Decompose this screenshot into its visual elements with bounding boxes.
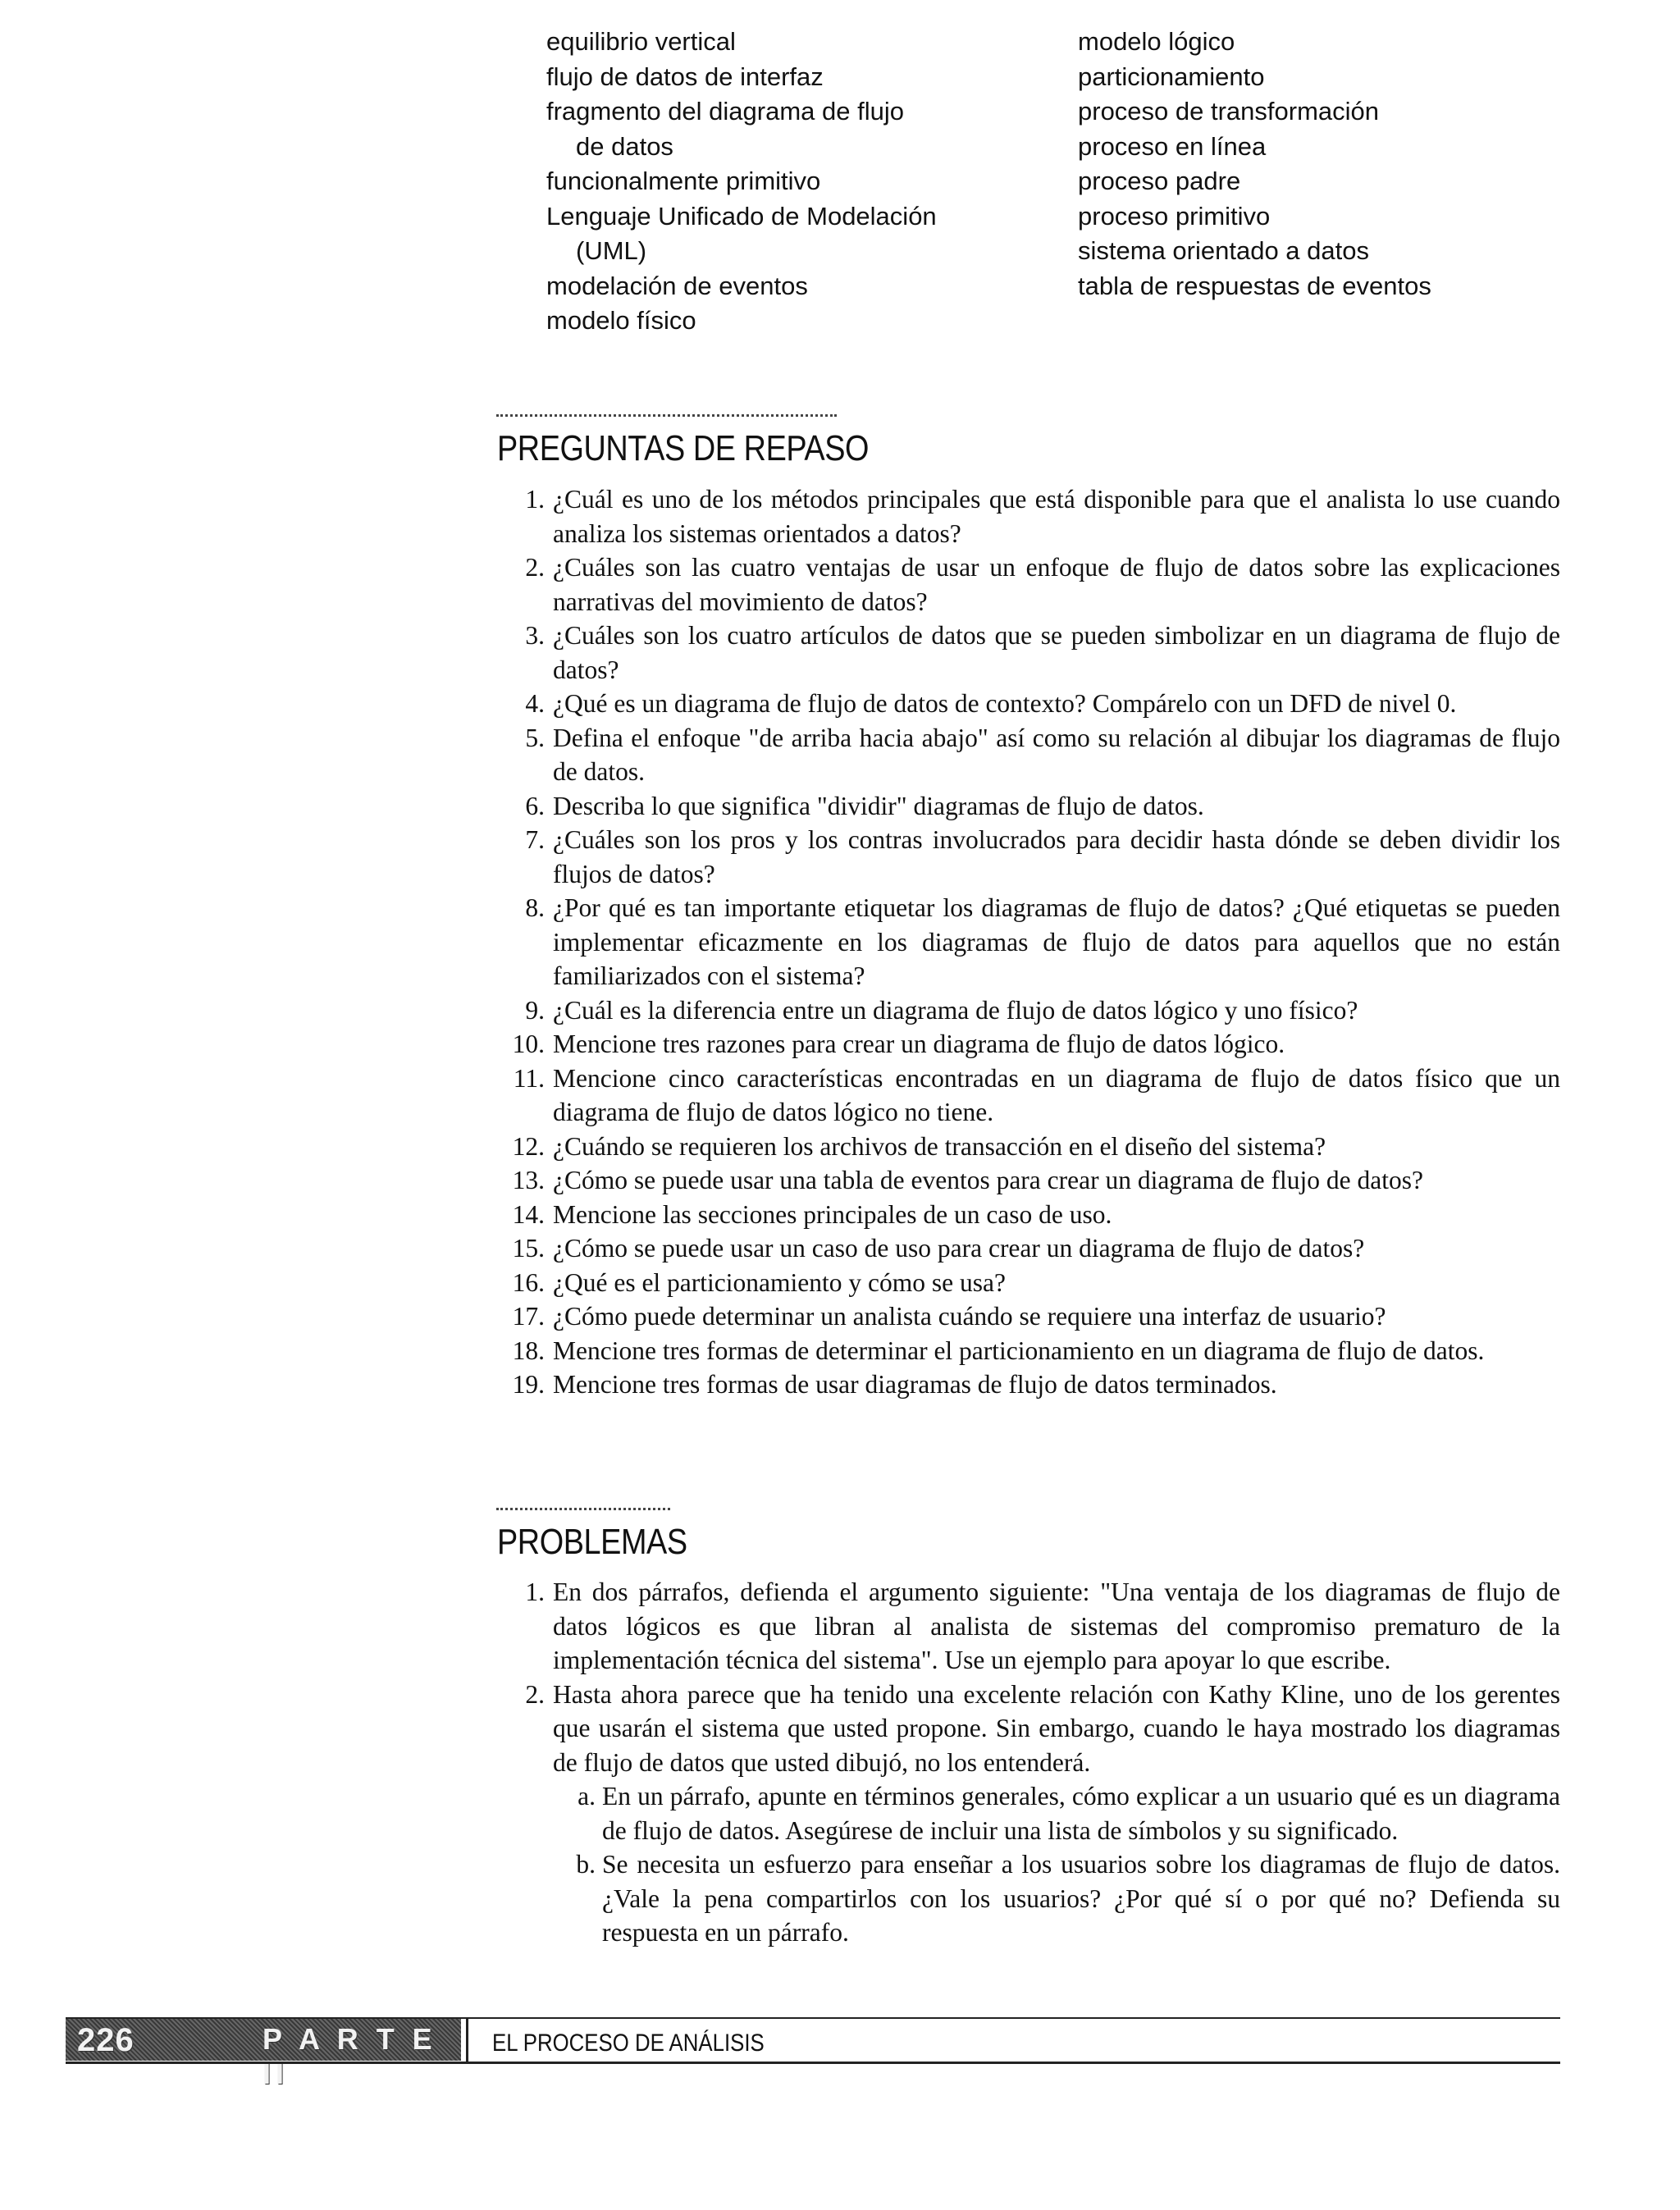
- key-term: funcionalmente primitivo: [546, 167, 821, 195]
- item-text: En un párrafo, apunte en términos generales, cómo explicar a un usuario qué es un diagrama de flujo de datos. Asegúrese de incluir una lista de símbolos y su significado.: [602, 1782, 1560, 1845]
- part-label: P A R T E II: [262, 2022, 437, 2090]
- item-number: 15.: [512, 1234, 545, 1263]
- item-text: ¿Cómo puede determinar un analista cuándo se requiere una interfaz de usuario?: [553, 1302, 1386, 1331]
- item-text: Mencione las secciones principales de un caso de uso.: [553, 1199, 1112, 1229]
- item-number: 11.: [513, 1063, 545, 1093]
- page-number: 226: [77, 2022, 135, 2058]
- key-term: fragmento del diagrama de flujo: [546, 97, 904, 126]
- key-term: tabla de respuestas de eventos: [1078, 271, 1431, 300]
- item-text: ¿Qué es un diagrama de flujo de datos de contexto? Compárelo con un DFD de nivel 0.: [553, 689, 1457, 718]
- section-divider: [496, 1508, 670, 1510]
- list-item: [502, 619, 1560, 687]
- item-text: ¿Cuándo se requieren los archivos de transacción en el diseño del sistema?: [553, 1131, 1326, 1161]
- key-term: proceso padre: [1078, 167, 1241, 195]
- key-term: equilibrio vertical: [546, 27, 736, 56]
- key-term: modelación de eventos: [546, 271, 808, 300]
- key-term: proceso de transformación: [1078, 97, 1380, 126]
- item-text: ¿Cómo se puede usar un caso de uso para crear un diagrama de flujo de datos?: [553, 1234, 1365, 1263]
- list-item: [502, 1575, 1560, 1678]
- item-number: 16.: [512, 1267, 545, 1297]
- item-text: Se necesita un esfuerzo para enseñar a los usuarios sobre los diagramas de flujo de datos. ¿Vale la pena compartirlos con los usuarios? ¿Por qué sí o por qué no? Defienda su respuesta en un párrafo.: [602, 1850, 1560, 1947]
- item-letter: b.: [576, 1850, 596, 1879]
- item-text: ¿Cuál es la diferencia entre un diagrama de flujo de datos lógico y uno físico?: [553, 995, 1358, 1025]
- item-number: 12.: [512, 1131, 545, 1161]
- item-number: 5.: [525, 723, 545, 752]
- key-term: sistema orientado a datos: [1078, 236, 1369, 265]
- list-item: [502, 687, 1560, 721]
- list-item: [502, 1130, 1560, 1164]
- key-terms-left-column: [546, 25, 1039, 339]
- list-item: [502, 550, 1560, 619]
- footer-divider: [466, 2019, 468, 2062]
- item-number: 13.: [512, 1166, 545, 1194]
- list-item: [502, 1368, 1560, 1402]
- sub-list-item: [566, 1847, 1560, 1950]
- item-number: 9.: [525, 995, 545, 1025]
- key-term: de datos: [576, 131, 673, 161]
- list-item: [502, 1266, 1560, 1300]
- key-terms-right-column: [1078, 25, 1537, 304]
- part-badge: [66, 2019, 461, 2090]
- item-number: 2.: [525, 1679, 545, 1709]
- item-number: 1.: [525, 1578, 545, 1606]
- key-term: modelo físico: [546, 306, 696, 335]
- list-item: [502, 1334, 1560, 1368]
- item-number: 14.: [512, 1199, 545, 1229]
- item-text: Mencione tres formas de usar diagramas de flujo de datos terminados.: [553, 1370, 1277, 1399]
- list-item: [502, 1198, 1560, 1232]
- item-number: 6.: [525, 791, 545, 820]
- item-text: ¿Cuáles son los pros y los contras involucrados para decidir hasta dónde se deben dividir los flujos de datos?: [553, 825, 1560, 888]
- item-text: ¿Cómo se puede usar una tabla de eventos para crear un diagrama de flujo de datos?: [553, 1166, 1423, 1194]
- item-text: Mencione tres formas de determinar el particionamiento en un diagrama de flujo de datos.: [553, 1336, 1485, 1365]
- item-text: Describa lo que significa "dividir" diagramas de flujo de datos.: [553, 791, 1204, 820]
- list-item: [502, 823, 1560, 891]
- footer-bottom-rule: [66, 2062, 1560, 2064]
- list-item: [502, 1231, 1560, 1266]
- item-text: Mencione cinco características encontradas en un diagrama de flujo de datos físico que un diagrama de flujo de datos lógico no tiene.: [553, 1063, 1560, 1126]
- item-number: 19.: [512, 1370, 545, 1399]
- problems-list: [502, 1575, 1560, 1950]
- chapter-title: EL PROCESO DE ANÁLISIS: [492, 2030, 765, 2057]
- item-number: 8.: [525, 893, 545, 922]
- key-term: (UML): [576, 236, 647, 265]
- item-letter: a.: [578, 1782, 596, 1810]
- item-number: 17.: [512, 1302, 545, 1331]
- item-text: En dos párrafos, defienda el argumento siguiente: "Una ventaja de los diagramas de flujo de datos lógicos es que libran al analista de sistemas del compromiso prematuro de la implementación técnica del sistema". Use un ejemplo para apoyar lo que escribe.: [553, 1578, 1560, 1674]
- item-text: ¿Qué es el particionamiento y cómo se usa?: [553, 1267, 1006, 1297]
- list-item: [502, 1062, 1560, 1130]
- item-number: 18.: [512, 1336, 545, 1365]
- key-term: particionamiento: [1078, 62, 1265, 91]
- item-number: 2.: [525, 553, 545, 582]
- problems-section-title: PROBLEMAS: [497, 1522, 687, 1562]
- item-text: ¿Cuáles son las cuatro ventajas de usar un enfoque de flujo de datos sobre las explicaciones narrativas del movimiento de datos?: [553, 553, 1560, 616]
- problem-sublist: [553, 1779, 1560, 1950]
- list-item: [502, 482, 1560, 550]
- item-text: Mencione tres razones para crear un diagrama de flujo de datos lógico.: [553, 1030, 1285, 1058]
- item-number: 10.: [512, 1030, 545, 1058]
- item-number: 4.: [525, 689, 545, 718]
- section-divider: [496, 414, 837, 417]
- list-item: [502, 891, 1560, 993]
- list-item: [502, 721, 1560, 789]
- item-number: 7.: [525, 825, 545, 854]
- item-text: ¿Cuáles son los cuatro artículos de datos que se pueden simbolizar en un diagrama de flujo de datos?: [553, 621, 1560, 684]
- item-text: ¿Por qué es tan importante etiquetar los diagramas de flujo de datos? ¿Qué etiquetas se pueden implementar eficazmente en los diagramas de flujo de datos para aquellos que no están familiarizados con el sistema?: [553, 893, 1560, 990]
- review-section-title: PREGUNTAS DE REPASO: [497, 428, 870, 468]
- item-number: 3.: [525, 621, 545, 650]
- list-item: [502, 789, 1560, 824]
- item-number: 1.: [525, 485, 545, 514]
- list-item: [502, 993, 1560, 1028]
- list-item: [502, 1678, 1560, 1950]
- key-term: proceso en línea: [1078, 131, 1267, 161]
- key-term: proceso primitivo: [1078, 201, 1271, 231]
- key-term: flujo de datos de interfaz: [546, 62, 824, 91]
- review-questions-list: [502, 482, 1560, 1402]
- key-term: modelo lógico: [1078, 27, 1235, 56]
- key-term: Lenguaje Unificado de Modelación: [546, 201, 937, 231]
- list-item: [502, 1027, 1560, 1062]
- item-text: ¿Cuál es uno de los métodos principales que está disponible para que el analista lo use cuando analiza los sistemas orientados a datos?: [553, 485, 1560, 548]
- item-text: Hasta ahora parece que ha tenido una excelente relación con Kathy Kline, uno de los gerentes que usarán el sistema que usted propone. Sin embargo, cuando le haya mostrado los diagramas de flujo de datos que usted dibujó, no los entenderá.: [553, 1679, 1560, 1777]
- sub-list-item: [566, 1779, 1560, 1847]
- item-text: Defina el enfoque "de arriba hacia abajo" así como su relación al dibujar los diagramas de flujo de datos.: [553, 723, 1560, 786]
- list-item: [502, 1299, 1560, 1334]
- list-item: [502, 1163, 1560, 1198]
